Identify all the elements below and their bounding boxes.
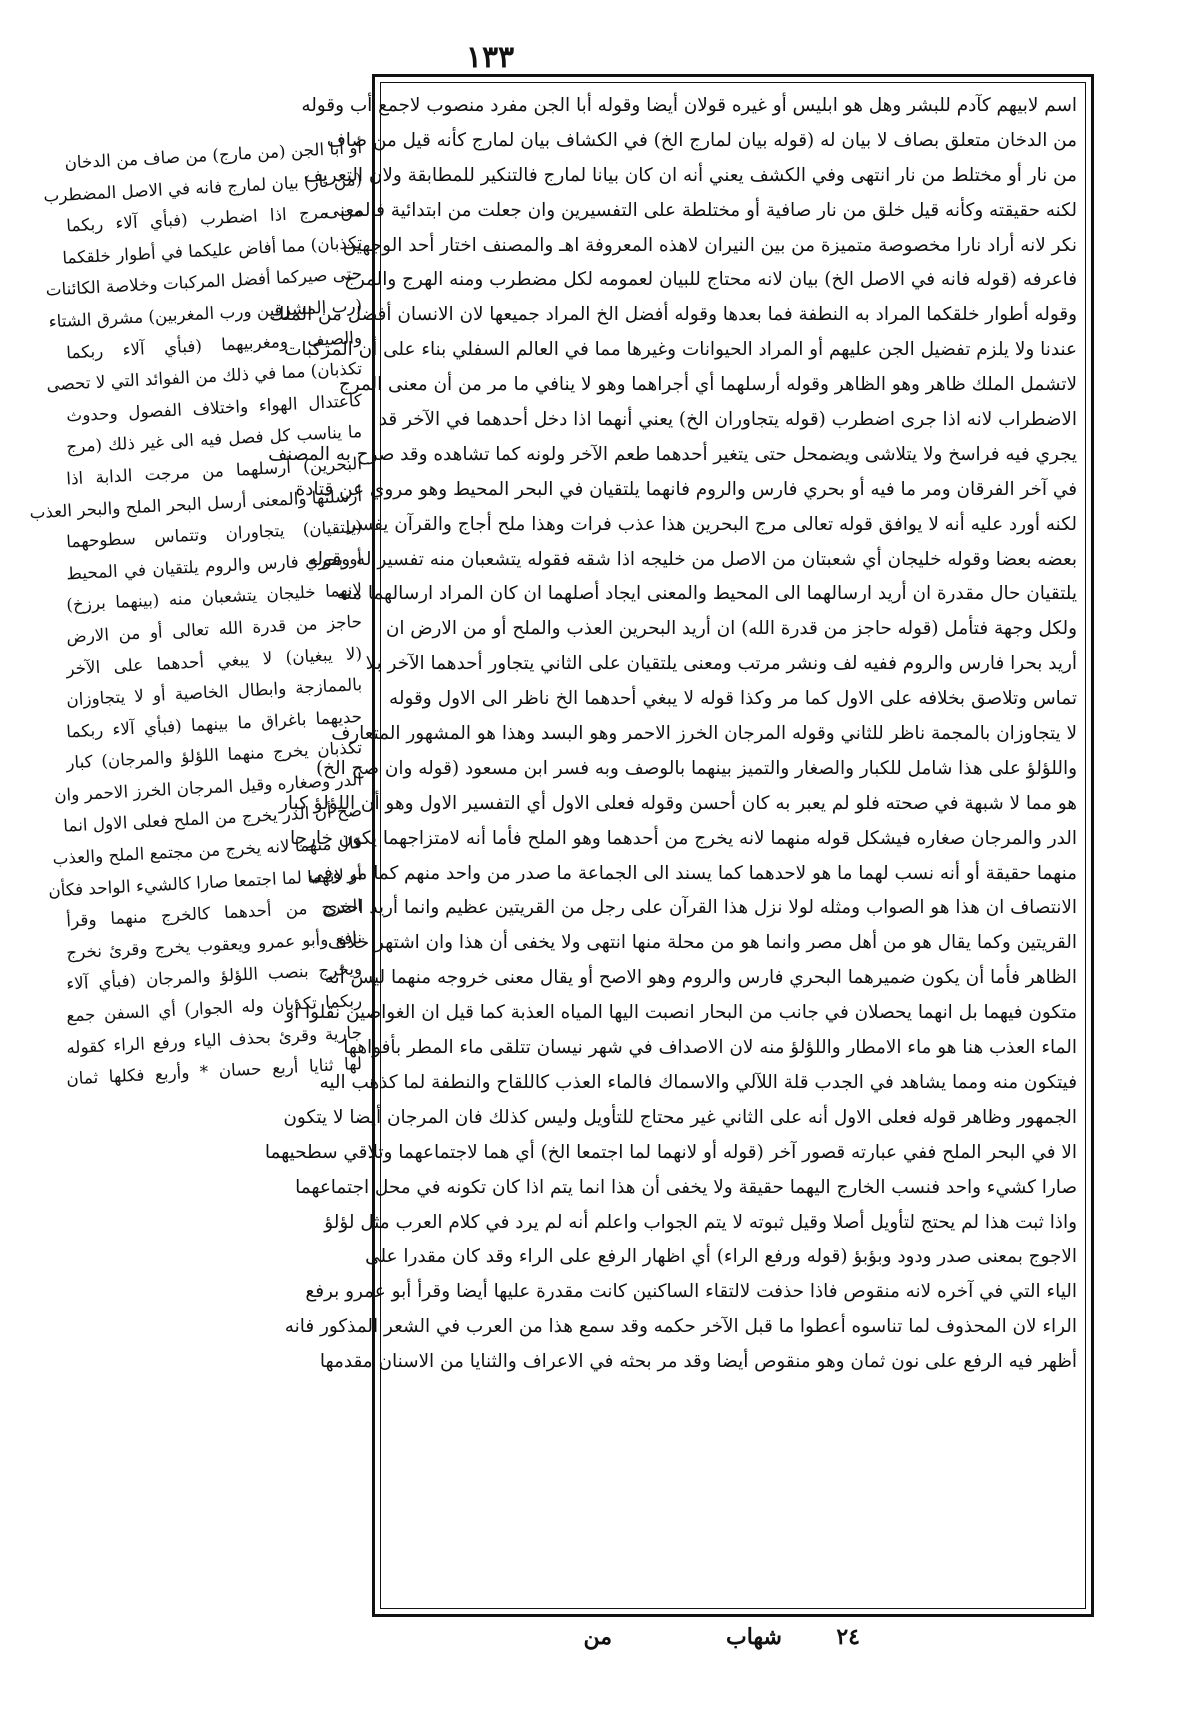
main-text-line: فيتكون منه ومما يشاهد في الجدب قلة اللآلي والاسماك فالماء العذب كاللقاح والنطفة لما كذهب اليه (319, 1071, 1077, 1093)
main-text-line: من نار أو مختلط من نار انتهى وفي الكشف يعني أنه ان كان بيانا لمارج فالتنكير للمطابقة ولان التعريف (303, 164, 1077, 186)
main-text-line: أظهر فيه الرفع على نون ثمان وهو منقوص أيضا وقد مر بحثه في الاعراف والثنايا من الاسنان مقدمها (319, 1351, 1077, 1373)
main-text-line: الاجوج بمعنى صدر ودود وبؤبؤ (قوله ورفع الراء) أي اظهار الرفع على الراء وقد كان مقدرا على (365, 1246, 1077, 1268)
main-text-line: وقوله أطوار خلقكما المراد به النطفة فما بعدها وقوله أفضل الخ المراد جميعها لان الانسان أفضل من الملك (269, 304, 1077, 326)
side-text-line: (يلتقيان) يتجاوران وتتماس سطوحهما (65, 516, 363, 552)
side-text-line: نافع وأبو عمرو ويعقوب يخرج وقرئ نخرج (65, 926, 363, 963)
side-text-line: (من نار) بيان لمارج فانه في الاصل المضطرب (42, 168, 363, 206)
main-text-line: صارا كشيء واحد فنسب الخارج اليهما حقيقة ولا يخفى أن هذا انما يتم اذا كان تكونه في محل اجتماعهما (295, 1176, 1077, 1198)
main-text-line: الظاهر فأما أن يكون ضميرهما البحري فارس والروم وهو الاصح أو يقال معنى خروجه منهما ليس أنه (324, 967, 1077, 989)
main-text-line: الجمهور وظاهر قوله فعلى الاول أنه على الثاني غير محتاج للتأويل وليس كذلك فان المرجان أيضا لا يتكون (283, 1106, 1077, 1128)
main-text-line: بعضه بعضا وقوله خليجان أي شعبتان من الاصل من خليجه اذا شقه فقوله يتشعبان منه تفسير له وقوله (307, 548, 1077, 570)
main-text-line: الدر والمرجان صغاره فيشكل قوله منهما لانه يخرج من أحدهما وهو الملح فأما أنه لامتزاجهما يكون خارجا (290, 827, 1077, 849)
main-text-line: الماء العذب هنا هو ماء الامطار واللؤلؤ منه لان الاصداف في شهر نيسان تتلقى ماء المطر بأفواهها (343, 1037, 1077, 1059)
side-text-line: تكذبان) مما أفاض عليكما في أطوار خلقكما (61, 231, 363, 268)
main-text-line: واللؤلؤ على هذا شامل للكبار والصغار والتميز بينهما بالوصف وبه فسر ابن مسعود (قوله وان صح الخ) (315, 757, 1077, 779)
main-text-line: لكنه أورد عليه أنه لا يوافق قوله تعالى مرج البحرين هذا عذب فرات وهذا ملح أجاج والقرآن يفسر (347, 513, 1077, 535)
side-text-line: حتى صيركما أفضل المركبات وخلاصة الكائنات (45, 263, 363, 300)
main-text-line: أريد بحرا فارس والروم ففيه لف ونشر مرتب ومعنى يلتقيان على الثاني يتجاور أحدهما الآخر بلا (365, 653, 1077, 675)
side-text-line: الخرج من أحدهما كالخرج منهما وقرأ (65, 895, 363, 931)
main-text-line: متكون فيهما بل انهما يحصلان في جانب من البحار انصبت اليها المياه العذبة كما قيل ان الغواصين نقلوا أو (285, 1002, 1077, 1024)
side-text-line: (رب المشرقين ورب المغربين) مشرق الشتاء (48, 294, 363, 332)
main-text-line: الاضطراب لانه اذا جرى اضطرب (قوله يتجاوران الخ) يعني أنهما اذا دخل أحدهما في الآخر قد (378, 409, 1077, 431)
main-text-line: هو مما لا شبهة في صحته فلو لم يعبر به كان أحسن وقوله فعلى الاول أي التفسير الاول وهو أن اللؤلؤ كبار (279, 792, 1077, 814)
side-text-line: أو أبا الجن (من مارج) من صاف من الدخان (63, 137, 363, 173)
side-text-line: تكذبان) مما في ذلك من الفوائد التي لا تحصى (45, 358, 363, 395)
side-text-line: كاعتدال الهواء واختلاف الفصول وحدوث (65, 389, 363, 426)
main-text-line: من الدخان متعلق بصاف لا بيان له (قوله بيان لمارج الخ) في الكشاف بيان لمارج كأنه قيل من صاف (326, 129, 1077, 151)
main-text-line: القريتين وكما يقال هو من أهل مصر وانما هو من محلة منها انتهى ولا يخفى أن هذا وان اشتهر خلاف (327, 932, 1077, 954)
side-text-line: صح أن الدر يخرج من الملح فعلى الاول انما (62, 800, 363, 837)
main-text-line: واذا ثبت هذا لم يحتج لتأويل أصلا وقيل ثبوته لا يتم الجواب واعلم أنه لم يرد في كلام العرب مثل لؤلؤ (324, 1211, 1077, 1233)
side-text-line: ما يناسب كل فصل فيه الى غير ذلك (مرج (65, 421, 363, 457)
main-text-line: الياء التي في آخره لانه منقوص فاذا حذفت لالتقاء الساكنين كانت مقدرة عليها أيضا وقرأ أبو عمرو برفع (305, 1281, 1077, 1303)
side-text-line: حديهما باغراق ما بينهما (فبأي آلاء ربكما (65, 705, 363, 742)
side-text-line: والصيف ومغربيهما (فبأي آلاء ربكما (65, 326, 363, 363)
side-text-line: بالممازجة وابطال الخاصية أو لا يتجاوزان (65, 674, 363, 710)
page-footer (540, 1624, 860, 1664)
side-text-line: قال منهما لانه يخرج من مجتمع الملح والعذب (52, 832, 363, 869)
side-text-line: أرسلتها والمعنى أرسل البحر الملح والبحر العذب (29, 484, 363, 522)
main-text-line: لا يتجاوزان بالمجمة ناظر للثاني وقوله المرجان الخرز الاحمر وهو البسد وهذا هو المشهور المتعارف (331, 723, 1077, 745)
main-text-line: فاعرفه (قوله فانه في الاصل الخ) بيان لانه محتاج للبيان لعمومه لكل مضطرب ومنه الهرج والمرج (343, 269, 1077, 291)
side-text-line: حاجز من قدرة الله تعالى أو من الارض (65, 610, 363, 647)
main-text-line: عندنا ولا يلزم تفضيل الجن عليهم أو المراد الحيوانات وغيرها مما في العالم السفلي بناء على أن المركبات (284, 339, 1077, 361)
main-text-line: اسم لابيهم كآدم للبشر وهل هو ابليس أو غيره قولان أيضا وقوله أبا الجن مفرد منصوب لاجمع أب وقوله (301, 95, 1077, 116)
main-text-line: يجري فيه فراسخ ولا يتلاشى ويضمحل حتى يتغير أحدهما طعم الآخر ولونه كما تشاهده وقد صرح به المصنف (268, 443, 1077, 465)
main-text-line: يلتقيان حال مقدرة ان أريد ارسالهما الى المحيط والمعنى ايجاد أصلهما ان كان المراد ارسالهما منه (336, 583, 1077, 605)
side-text-line: ويخرج بنصب اللؤلؤ والمرجان (فبأي آلاء (65, 958, 363, 994)
main-text-line: منهما حقيقة أو أنه نسب لهما ما هو لاحدهما كما يسند الى الجماعة ما صدر من واحد منهم كما مر وفي (308, 862, 1077, 884)
side-text-line: أو لانهما لما اجتمعا صارا كالشيء الواحد فكأن (47, 863, 363, 901)
side-text-line: (لا يبغيان) لا يبغي أحدهما على الآخر (65, 642, 363, 678)
main-text-line: ولكل وجهة فتأمل (قوله حاجز من قدرة الله) ان أريد البحرين العذب والملح أو من الارض ان (385, 618, 1077, 640)
side-text-line: لها ثنايا أربع حسان * وأربع فكلها ثمان (65, 1053, 363, 1089)
side-text-line: تكذبان يخرج منهما اللؤلؤ والمرجان) كبار (65, 737, 363, 773)
main-text-block (264, 82, 1086, 1609)
signature-number: ٢٤ (836, 1624, 860, 1650)
main-text-line: لاتشمل الملك ظاهر وهو الظاهر وقوله أرسلهما أي أجراهما وهو لا ينافي ما مر من أن معنى المرج (338, 374, 1077, 396)
page-number: ١٣٣ (465, 40, 515, 75)
signature-word: شهاب (726, 1624, 782, 1650)
main-text-line: لكنه حقيقته وكأنه قيل خلق من نار صافية أو مختلطة على التفسيرين وان جعلت من ابتدائية فالمعنى (324, 199, 1077, 221)
main-text-line: الا في البحر الملح ففي عبارته قصور آخر (قوله أو لانهما لما اجتمعا الخ) أي هما لاجتماعهما وتلاقي سطحيهما (264, 1141, 1077, 1163)
side-text-line: ربكما تكذبان وله الجوار) أي السفن جمع (65, 990, 363, 1026)
main-text-line: تماس وتلاصق بخلافه على الاول كما مر وكذا قوله لا يبغي أحدهما الخ ناظر الى الاول وقوله (389, 688, 1077, 710)
side-text-line: البحرين) أرسلهما من مرجت الدابة اذا (65, 452, 363, 489)
main-text-line: في آخر الفرقان ومر ما فيه أو بحري فارس والروم فانهما يلتقيان في البحر المحيط وهو مروي عن قتادة (295, 478, 1077, 500)
side-text-line: الدر وصغاره وقيل المرجان الخرز الاحمر وان (53, 768, 363, 805)
catchword: من (583, 1624, 612, 1650)
side-text-line: أو بحري فارس والروم يلتقيان في المحيط (65, 547, 363, 584)
side-text-line: لانهما خليجان يتشعبان منه (بينهما برزخ) (65, 579, 363, 615)
side-text-line: من مرج اذا اضطرب (فبأي آلاء ربكما (65, 200, 363, 236)
main-text-line: نكر لانه أراد نارا مخصوصة متميزة من بين النيران لاهذه المعروفة اهـ والمصنف اختار أحد الوجهين (342, 234, 1077, 256)
main-text-frame (264, 74, 1094, 1617)
side-text-line: جارية وقرئ بحذف الياء ورفع الراء كقوله (65, 1021, 363, 1058)
main-text-line: الراء لان المحذوف لما تناسوه أعطوا ما قبل الآخر حكمه وقد سمع هذا من العرب في الشعر المذكور فانه (284, 1316, 1077, 1338)
main-text-line: الانتصاف ان هذا هو الصواب ومثله لولا نزل هذا القرآن على رجل من القريتين عظيم وانما أريد احدى (322, 897, 1077, 919)
